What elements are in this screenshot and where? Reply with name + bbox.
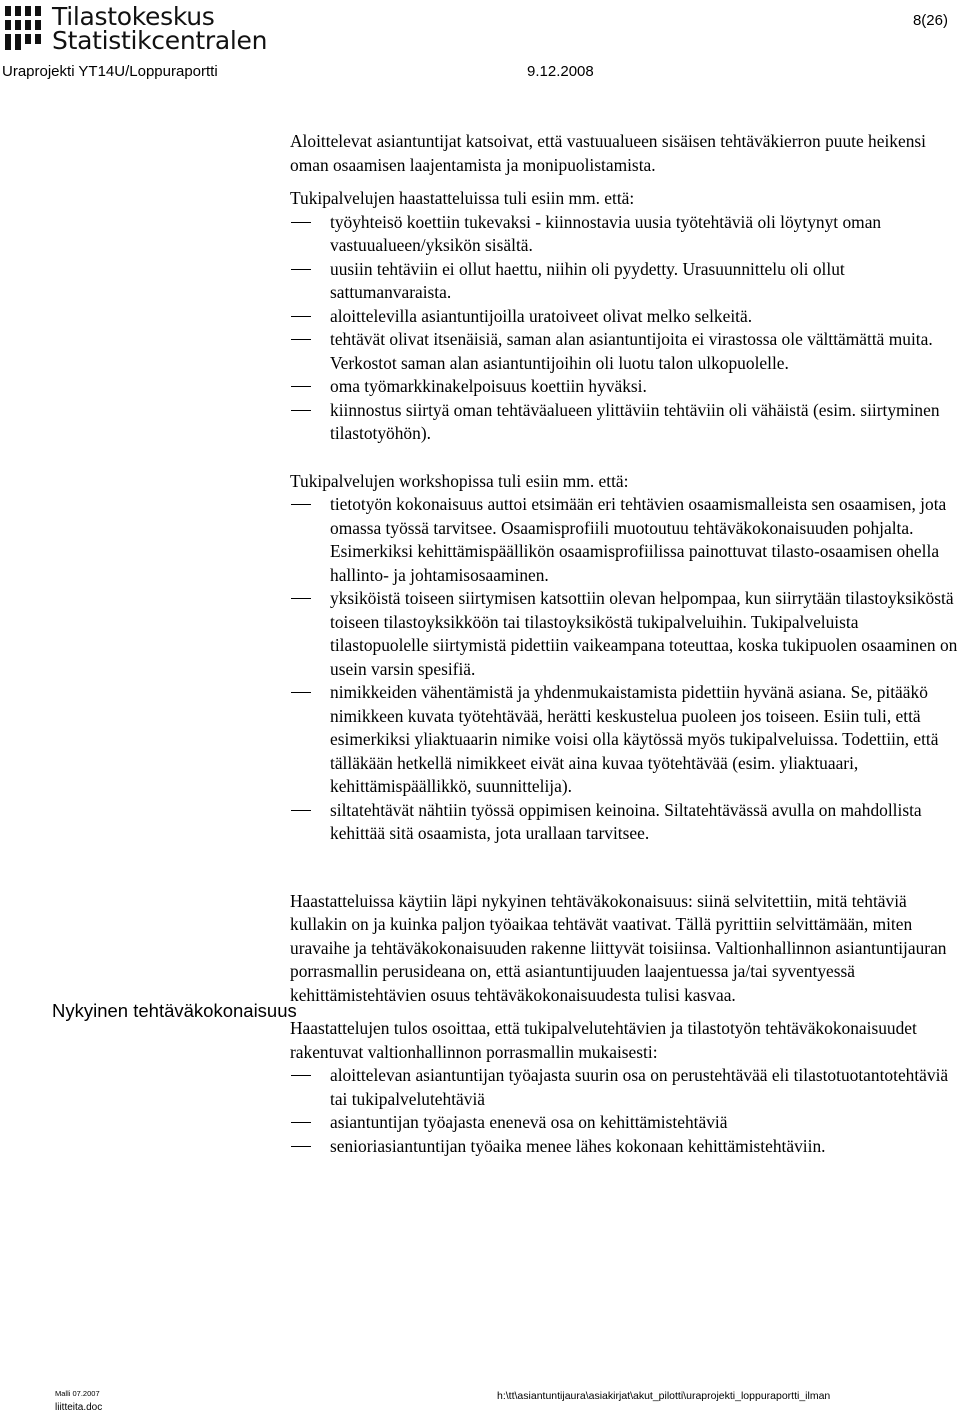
logo-text-finnish: Tilastokeskus [52, 2, 215, 31]
tilastokeskus-logo [2, 2, 268, 56]
task-overview-paragraph: Haastatteluissa käytiin läpi nykyinen tehtäväkokonaisuus: siinä selvitettiin, mitä tehtäviä kullakin on ja kuinka paljon työaikaa tehtävät vaativat. Tällä pyrittiin selvittämään, miten uravaihe ja tehtäväkokonaisuuden rakenne liittyvät toisiinsa. Valtionhallinnon asiantuntijauran porrasmallin perusideana on, että asiantuntijuuden laajentuessa ja/tai syventyessä kehittämistehtävien osuus tehtäväkokonaisuudesta tulisi kasvaa. [290, 890, 947, 1005]
workshop-lead: Tukipalvelujen workshopissa tuli esiin mm. että: [290, 470, 629, 491]
list-item: tietotyön kokonaisuus auttoi etsimään eri tehtävien osaamismalleista sen osaamisen, jota omassa työssä tarvitsee. Osaamisprofiili muotoutuu tehtäväkokonaisuuden pohjalta. Esimerkiksi kehittämispäällikön osaamisprofiilissa painottuvat tilasto-osaamisen ohella hallinto- ja johtamisosaaminen. [290, 493, 960, 587]
footer-filename: liitteita.doc [55, 1402, 103, 1413]
list-item: siltatehtävät nähtiin työssä oppimisen keinoina. Siltatehtävässä avulla on mahdollista kehittää sitä osaamista, jota urallaan tarvitsee. [290, 799, 960, 846]
interviews-list [290, 211, 960, 446]
list-item: työyhteisö koettiin tukevaksi - kiinnostavia uusia työtehtäviä oli löytynyt oman vastuualueen/yksikön sisältä. [290, 211, 960, 258]
list-item: yksiköistä toiseen siirtymisen katsottiin olevan helpompaa, kun siirrytään tilastoyksiköstä toiseen tilastoyksikköön tai tilastoyksiköstä tukipalveluihin. Tukipalveluista tilastopuolelle siirtymistä pidettiin vaikeampana toteuttaa, koska tukipuolen osaaminen on usein varsin spesifiä. [290, 587, 960, 681]
logo-mark-icon [2, 6, 46, 52]
interviews-lead: Tukipalvelujen haastatteluissa tuli esiin mm. että: [290, 188, 635, 208]
document-date: 9.12.2008 [527, 63, 594, 80]
footer-file-path: h:\tt\asiantuntijaura\asiakirjat\akut_pilotti\uraprojekti_loppuraportti_ilman [497, 1390, 831, 1402]
list-item: senioriasiantuntijan työaika menee lähes kokonaan kehittämistehtäviin. [290, 1135, 960, 1159]
results-paragraph: Haastattelujen tulos osoittaa, että tukipalvelutehtävien ja tilastotyön tehtäväkokonaisuudet rakentuvat valtionhallinnon porrasmallin mukaisesti: [290, 1018, 917, 1062]
list-item: nimikkeiden vähentämistä ja yhdenmukaistamista pidettiin hyvänä asiana. Se, pitääkö nimikkeen kuvata työtehtävää, herätti keskustelua puoleen jos toiseen. Esiin tuli, että esimerkiksi yliaktuaarin nimike voisi olla käytössä myös tukipalveluissa. Todettiin, että tälläkään hetkellä nimikkeet eivät aina kuvaa työtehtävää (esim. yliaktuaari, kehittämispäällikkö, suunnittelija). [290, 681, 960, 799]
list-item: kiinnostus siirtyä oman tehtäväalueen ylittäviin tehtäviin oli vähäistä (esim. siirtyminen tilastotyöhön). [290, 399, 960, 446]
main-content [290, 130, 960, 1158]
list-item: asiantuntijan työajasta enenevä osa on kehittämistehtäviä [290, 1111, 960, 1135]
results-list [290, 1064, 960, 1158]
section-side-heading: Nykyinen tehtäväkokonaisuus [52, 1000, 297, 1021]
document-title: Uraprojekti YT14U/Loppuraportti [2, 63, 218, 80]
intro-paragraph: Aloittelevat asiantuntijat katsoivat, että vastuualueen sisäisen tehtäväkierron puute heikensi oman osaamisen laajentamista ja monipuolistamista. [290, 131, 927, 175]
workshop-list [290, 493, 960, 846]
logo-text-swedish: Statistikcentralen [52, 26, 268, 55]
footer-template-version: Malli 07.2007 [55, 1389, 100, 1398]
list-item: aloittelevan asiantuntijan työajasta suurin osa on perustehtävää eli tilastotuotantotehtäviä tai tukipalvelutehtäviä [290, 1064, 960, 1111]
list-item: uusiin tehtäviin ei ollut haettu, niihin oli pyydetty. Urasuunnittelu oli ollut sattumanvaraista. [290, 258, 960, 305]
list-item: tehtävät olivat itsenäisiä, saman alan asiantuntijoita ei virastossa ole välttämättä muita. Verkostot saman alan asiantuntijoihin oli luotu talon ulkopuolelle. [290, 328, 960, 375]
list-item: aloittelevilla asiantuntijoilla uratoiveet olivat melko selkeitä. [290, 305, 960, 329]
list-item: oma työmarkkinakelpoisuus koettiin hyväksi. [290, 375, 960, 399]
page-number: 8(26) [912, 12, 948, 29]
